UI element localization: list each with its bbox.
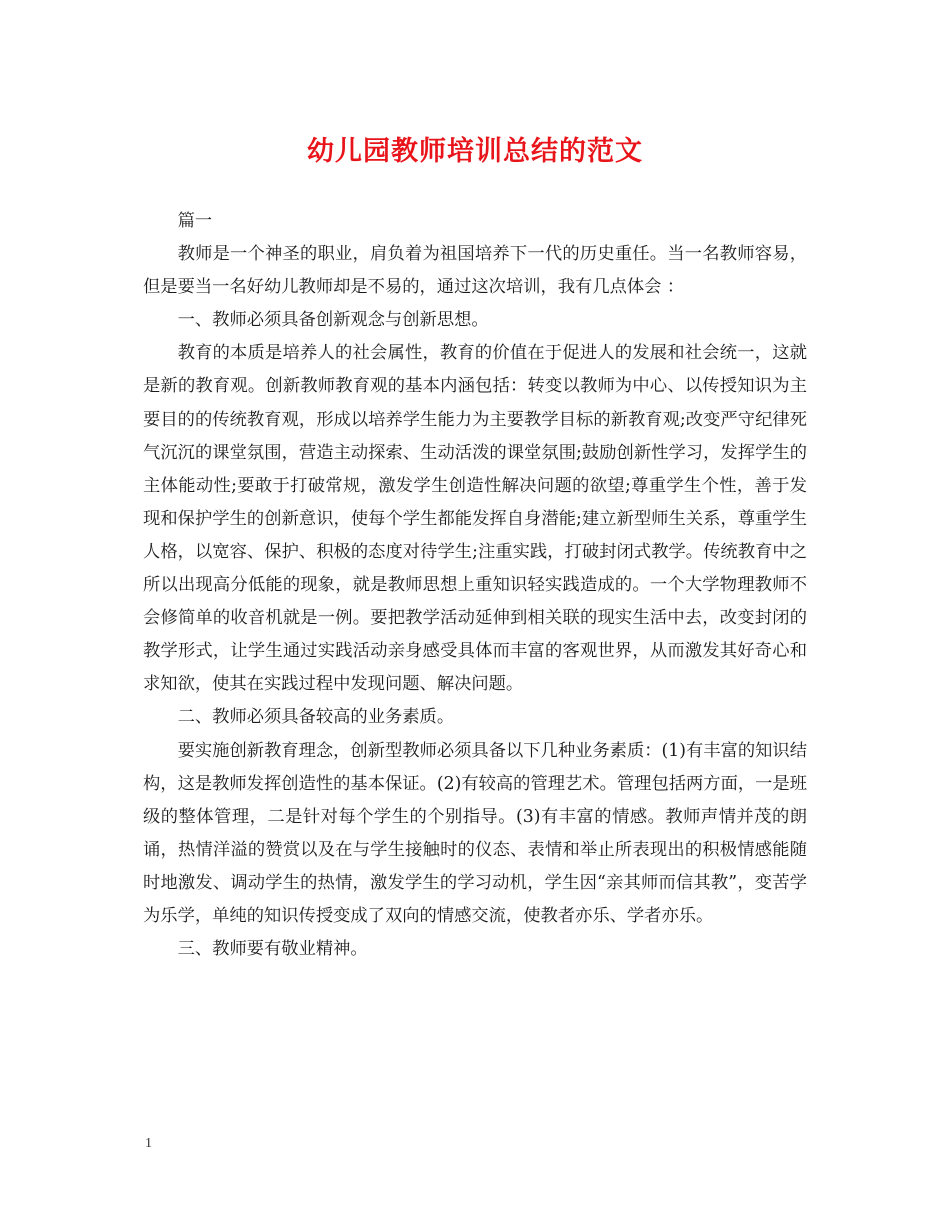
paragraph-point-1: 教育的本质是培养人的社会属性，教育的价值在于促进人的发展和社会统一，这就是新的教育观。创新教师教育观的基本内涵包括：转变以教师为中心、以传授知识为主要目的的传统教育观，形成以培养学生能力为主要教学目标的新教育观;改变严守纪律死气沉沉的课堂氛围，营造主动探索、生动活泼的课堂氛围;鼓励创新性学习，发挥学生的主体能动性;要敢于打破常规，激发学生创造性解决问题的欲望;尊重学生个性，善于发现和保护学生的创新意识，使每个学生都能发挥自身潜能;建立新型师生关系，尊重学生人格，以宽容、保护、积极的态度对待学生;注重实践，打破封闭式教学。传统教育中之所以出现高分低能的现象，就是教师思想上重知识轻实践造成的。一个大学物理教师不会修简单的收音机就是一例。要把教学活动延伸到相关联的现实生活中去，改变封闭的教学形式，让学生通过实践活动亲身感受具体而丰富的客观世界，从而激发其好奇心和求知欲，使其在实践过程中发现问题、解决问题。 [143,343,807,695]
document-body [143,205,807,966]
paragraph-section-label: 篇一 [177,211,213,231]
page-number: 1 [145,1136,152,1151]
paragraph-point-2: 要实施创新教育理念，创新型教师必须具备以下几种业务素质：(1)有丰富的知识结构，这是教师发挥创造性的基本保证。(2)有较高的管理艺术。管理包括两方面，一是班级的整体管理，二是针对每个学生的个别指导。(3)有丰富的情感。教师声情并茂的朗诵，热情洋溢的赞赏以及在与学生接触时的仪态、表情和举止所表现出的积极情感能随时地激发、调动学生的热情，激发学生的学习动机，学生因“亲其师而信其教”，变苦学为乐学，单纯的知识传授变成了双向的情感交流，使教者亦乐、学者亦乐。 [143,740,807,926]
heading-point-1: 一、教师必须具备创新观念与创新思想。 [177,310,489,331]
heading-point-2: 二、教师必须具备较高的业务素质。 [177,707,455,728]
heading-point-3: 三、教师要有敬业精神。 [177,939,368,960]
paragraph-intro: 教师是一个神圣的职业，肩负着为祖国培养下一代的历史重任。当一名教师容易，但是要当一名好幼儿教师却是不易的，通过这次培训，我有几点体会 ： [143,244,807,298]
document-title: 幼儿园教师培训总结的范文 [307,136,643,167]
